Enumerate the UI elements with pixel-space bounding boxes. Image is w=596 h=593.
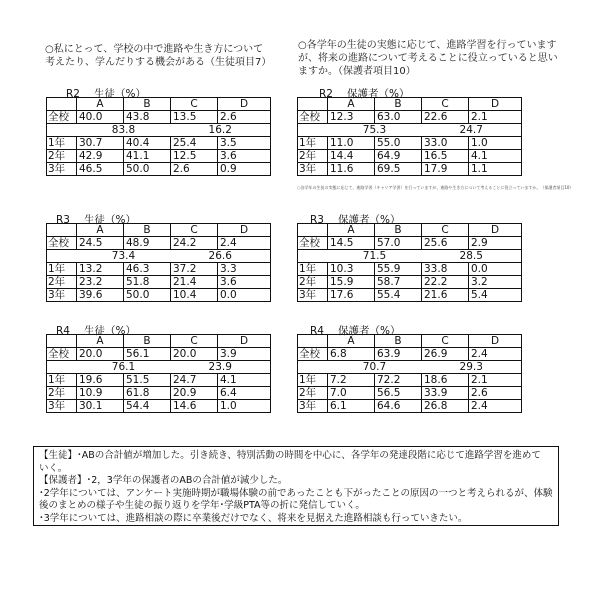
sum-row [298,124,522,137]
grade-row [47,137,271,150]
value-cell: 21.6 [422,289,469,302]
label-year: R3 [56,214,70,226]
sum-row [47,361,271,374]
value-cell: 42.9 [77,150,124,163]
value-cell: 7.0 [328,387,375,400]
grade-row [298,276,522,289]
value-cell: 2.1 [469,374,522,387]
value-cell: 14.5 [328,237,375,250]
row-label: 3年 [298,289,328,302]
value-cell: 58.7 [375,276,422,289]
row-label: 1年 [47,137,77,150]
school-row [298,237,522,250]
grade-row [47,289,271,302]
value-cell: 2.6 [469,387,522,400]
label-group: 保護者（%） [337,325,401,337]
value-cell: 48.9 [124,237,171,250]
value-cell: 15.9 [328,276,375,289]
corner-cell [298,335,328,348]
sum-ab: 83.8 [77,124,171,137]
sum-ab: 71.5 [328,250,422,263]
table-student-r4 [46,334,271,413]
header-row [47,98,271,111]
value-cell: 33.8 [422,263,469,276]
row-label: 全校 [298,237,328,250]
value-cell: 69.5 [375,163,422,176]
value-cell: 54.4 [124,400,171,413]
footnote: ○各学年の生徒の実態に応じて、進路学習（キャリア学習）を行っていますが、進路や生き方について考えることに役立っていますか。（保護者項目10） [297,185,574,190]
grade-row [298,263,522,276]
value-cell: 3.3 [218,263,271,276]
grade-row [298,400,522,413]
column-header: D [469,98,522,111]
grade-row [47,263,271,276]
grade-row [47,400,271,413]
value-cell: 51.8 [124,276,171,289]
column-header: C [422,224,469,237]
column-header: D [469,224,522,237]
value-cell: 56.5 [375,387,422,400]
label-group: 生徒（%） [83,325,136,337]
column-header: A [77,98,124,111]
row-label: 2年 [298,387,328,400]
column-header: C [422,335,469,348]
table-parent-r4 [297,334,522,413]
value-cell: 64.6 [375,400,422,413]
value-cell: 20.0 [77,348,124,361]
value-cell: 46.3 [124,263,171,276]
value-cell: 63.9 [375,348,422,361]
value-cell: 11.0 [328,137,375,150]
summary-line: ･3学年については、進路相談の際に卒業後だけでなく、将来を見据えた進路相談も行っていきたい。 [39,512,468,524]
value-cell: 41.1 [124,150,171,163]
header-row [47,224,271,237]
column-header: B [375,335,422,348]
value-cell: 40.0 [77,111,124,124]
grade-row [298,150,522,163]
school-row [298,348,522,361]
column-header: C [171,335,218,348]
value-cell: 64.9 [375,150,422,163]
column-header: B [375,98,422,111]
summary-line: 後のまとめの様子や生徒の振り返りを学年･学級PTA等の折に発信していく。 [39,500,365,512]
value-cell: 4.1 [469,150,522,163]
summary-box [33,446,559,526]
column-header: D [469,335,522,348]
value-cell: 18.6 [422,374,469,387]
column-header: C [171,224,218,237]
value-cell: 30.7 [77,137,124,150]
value-cell: 40.4 [124,137,171,150]
value-cell: 55.9 [375,263,422,276]
value-cell: 24.7 [171,374,218,387]
row-label: 3年 [47,163,77,176]
sum-cd: 26.6 [171,250,271,263]
grade-row [298,163,522,176]
value-cell: 2.6 [218,111,271,124]
table-student-r2 [46,97,271,176]
sum-cd: 29.3 [422,361,522,374]
column-header: A [328,224,375,237]
sum-cd: 24.7 [422,124,522,137]
table-student-r3 [46,223,271,302]
value-cell: 61.8 [124,387,171,400]
corner-cell [47,224,77,237]
school-row [47,237,271,250]
grade-row [298,374,522,387]
row-label: 2年 [298,276,328,289]
value-cell: 0.9 [218,163,271,176]
column-header: A [77,224,124,237]
value-cell: 72.2 [375,374,422,387]
sum-ab: 73.4 [77,250,171,263]
sum-row [47,124,271,137]
row-label: 3年 [298,400,328,413]
value-cell: 30.1 [77,400,124,413]
row-label: 全校 [47,348,77,361]
grade-row [47,150,271,163]
value-cell: 14.4 [328,150,375,163]
row-label: 2年 [47,276,77,289]
value-cell: 2.4 [469,400,522,413]
row-label: 2年 [47,150,77,163]
value-cell: 12.3 [328,111,375,124]
value-cell: 6.1 [328,400,375,413]
sum-spacer [47,361,77,374]
header-row [298,224,522,237]
summary-line: 【保護者】･2，3学年の保護者のABの合計値が減少した。 [39,475,288,487]
value-cell: 13.2 [77,263,124,276]
label-group: 保護者（%） [337,214,401,226]
value-cell: 43.8 [124,111,171,124]
left-question [45,43,285,69]
row-label: 全校 [47,111,77,124]
value-cell: 0.0 [469,263,522,276]
table-parent-r3 [297,223,522,302]
value-cell: 50.0 [124,289,171,302]
value-cell: 19.6 [77,374,124,387]
grade-row [298,289,522,302]
value-cell: 3.6 [218,276,271,289]
column-header: D [218,224,271,237]
right-question [298,39,560,78]
value-cell: 25.4 [171,137,218,150]
value-cell: 50.0 [124,163,171,176]
column-header: B [375,224,422,237]
sum-ab: 70.7 [328,361,422,374]
value-cell: 3.9 [218,348,271,361]
sum-spacer [47,124,77,137]
value-cell: 24.2 [171,237,218,250]
label-group: 生徒（%） [93,88,146,100]
grade-row [47,387,271,400]
row-label: 全校 [298,111,328,124]
value-cell: 51.5 [124,374,171,387]
table-parent-r2 [297,97,522,176]
value-cell: 23.2 [77,276,124,289]
row-label: 1年 [47,374,77,387]
left-question-line2: 考えたり、学んだりする機会がある（生徒項目7） [45,57,272,68]
value-cell: 56.1 [124,348,171,361]
grade-row [47,163,271,176]
column-header: B [124,335,171,348]
school-row [47,348,271,361]
value-cell: 63.0 [375,111,422,124]
label-year: R2 [66,88,80,100]
sum-spacer [298,124,328,137]
column-header: B [124,98,171,111]
sum-spacer [298,361,328,374]
value-cell: 33.9 [422,387,469,400]
grade-row [298,137,522,150]
value-cell: 25.6 [422,237,469,250]
label-year: R4 [310,325,324,337]
value-cell: 10.3 [328,263,375,276]
column-header: D [218,98,271,111]
value-cell: 26.9 [422,348,469,361]
value-cell: 22.6 [422,111,469,124]
column-header: A [328,335,375,348]
label-group: 保護者（%） [346,88,410,100]
value-cell: 26.8 [422,400,469,413]
value-cell: 20.9 [171,387,218,400]
value-cell: 2.4 [469,348,522,361]
row-label: 全校 [47,237,77,250]
value-cell: 12.5 [171,150,218,163]
column-header: D [218,335,271,348]
value-cell: 2.4 [218,237,271,250]
value-cell: 39.6 [77,289,124,302]
value-cell: 17.9 [422,163,469,176]
value-cell: 10.9 [77,387,124,400]
header-row [298,98,522,111]
sum-cd: 28.5 [422,250,522,263]
value-cell: 11.6 [328,163,375,176]
value-cell: 46.5 [77,163,124,176]
grade-row [298,387,522,400]
label-group: 生徒（%） [83,214,136,226]
grade-row [47,374,271,387]
value-cell: 55.0 [375,137,422,150]
value-cell: 6.8 [328,348,375,361]
value-cell: 3.2 [469,276,522,289]
value-cell: 16.5 [422,150,469,163]
grade-row [47,276,271,289]
right-question-line1: ○各学年の生徒の実態に応じて、進路学習を行っていますが、将来の進路について考えることに役立っていると思いま [298,40,558,77]
value-cell: 37.2 [171,263,218,276]
value-cell: 20.0 [171,348,218,361]
label-year: R4 [56,325,70,337]
row-label: 全校 [298,348,328,361]
summary-line: いく。 [39,462,68,474]
value-cell: 4.1 [218,374,271,387]
sum-ab: 76.1 [77,361,171,374]
sum-spacer [47,250,77,263]
value-cell: 10.4 [171,289,218,302]
corner-cell [47,335,77,348]
corner-cell [298,224,328,237]
value-cell: 1.1 [469,163,522,176]
sum-row [47,250,271,263]
row-label: 3年 [47,400,77,413]
value-cell: 17.6 [328,289,375,302]
value-cell: 7.2 [328,374,375,387]
label-year: R3 [310,214,324,226]
school-row [298,111,522,124]
sum-cd: 23.9 [171,361,271,374]
header-row [47,335,271,348]
column-header: A [77,335,124,348]
value-cell: 55.4 [375,289,422,302]
label-year: R2 [319,88,333,100]
row-label: 1年 [47,263,77,276]
value-cell: 3.6 [218,150,271,163]
sum-row [298,361,522,374]
right-question-line2: すか。（保護者項目10） [308,66,416,77]
value-cell: 13.5 [171,111,218,124]
column-header: A [328,98,375,111]
row-label: 1年 [298,137,328,150]
corner-cell [298,98,328,111]
value-cell: 33.0 [422,137,469,150]
value-cell: 24.5 [77,237,124,250]
summary-line: ･2学年については、アンケート実施時期が職場体験の前であったことも下がったことの原因の一つと考えられるが、体験 [39,487,553,499]
value-cell: 2.9 [469,237,522,250]
value-cell: 3.5 [218,137,271,150]
row-label: 3年 [298,163,328,176]
sum-cd: 16.2 [171,124,271,137]
value-cell: 22.2 [422,276,469,289]
value-cell: 5.4 [469,289,522,302]
row-label: 3年 [47,289,77,302]
summary-line: 【生徒】･ABの合計値が増加した。引き続き、特別活動の時間を中心に、各学年の発達段階に応じて進路学習を進めて [39,450,541,461]
row-label: 2年 [47,387,77,400]
value-cell: 57.0 [375,237,422,250]
sum-ab: 75.3 [328,124,422,137]
column-header: C [422,98,469,111]
column-header: B [124,224,171,237]
column-header: C [171,98,218,111]
value-cell: 14.6 [171,400,218,413]
sum-row [298,250,522,263]
corner-cell [47,98,77,111]
value-cell: 21.4 [171,276,218,289]
value-cell: 1.0 [218,400,271,413]
row-label: 1年 [298,263,328,276]
value-cell: 2.1 [469,111,522,124]
value-cell: 0.0 [218,289,271,302]
school-row [47,111,271,124]
left-question-line1: ○私にとって、学校の中で進路や生き方について [45,44,264,55]
value-cell: 6.4 [218,387,271,400]
row-label: 1年 [298,374,328,387]
row-label: 2年 [298,150,328,163]
value-cell: 1.0 [469,137,522,150]
sum-spacer [298,250,328,263]
header-row [298,335,522,348]
value-cell: 2.6 [171,163,218,176]
